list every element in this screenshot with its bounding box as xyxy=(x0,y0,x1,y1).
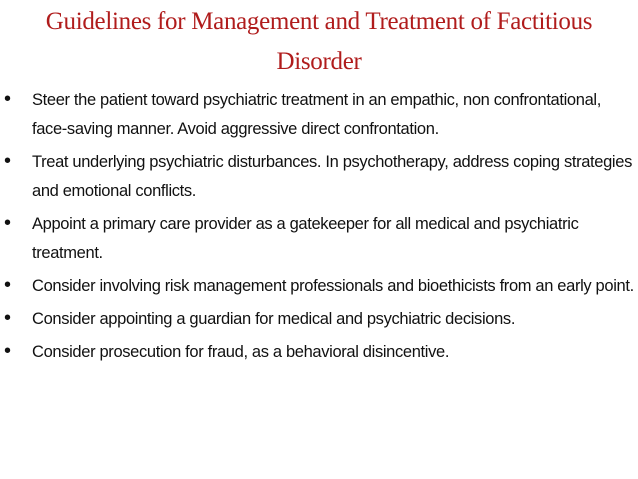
bullet-icon: • xyxy=(4,307,11,329)
slide-title-line-2: Disorder xyxy=(276,48,362,75)
bullet-icon: • xyxy=(4,150,11,172)
bullet-text: Steer the patient toward psychiatric treatment in an empathic, non confrontational, face-saving manner. Avoid aggressive direct confrontation. xyxy=(32,91,601,138)
bullet-icon: • xyxy=(4,88,11,110)
bullet-icon: • xyxy=(4,274,11,296)
bullet-item xyxy=(4,148,634,206)
bullet-item xyxy=(4,86,634,144)
slide-title-line-1: Guidelines for Management and Treatment of Factitious xyxy=(45,8,593,35)
bullet-item xyxy=(4,272,634,301)
bullet-text: Consider prosecution for fraud, as a behavioral disincentive. xyxy=(32,343,450,361)
bullet-item xyxy=(4,338,634,367)
bullet-text: Appoint a primary care provider as a gatekeeper for all medical and psychiatric treatment. xyxy=(32,215,579,262)
bullet-item xyxy=(4,210,634,268)
bullet-text: Consider involving risk management professionals and bioethicists from an early point. xyxy=(32,277,634,295)
bullet-text: Treat underlying psychiatric disturbances. In psychotherapy, address coping strategies and emotional conflicts. xyxy=(32,153,632,200)
bullet-list xyxy=(4,86,634,371)
bullet-icon: • xyxy=(4,340,11,362)
bullet-icon: • xyxy=(4,212,11,234)
bullet-text: Consider appointing a guardian for medical and psychiatric decisions. xyxy=(32,310,516,328)
bullet-item xyxy=(4,305,634,334)
